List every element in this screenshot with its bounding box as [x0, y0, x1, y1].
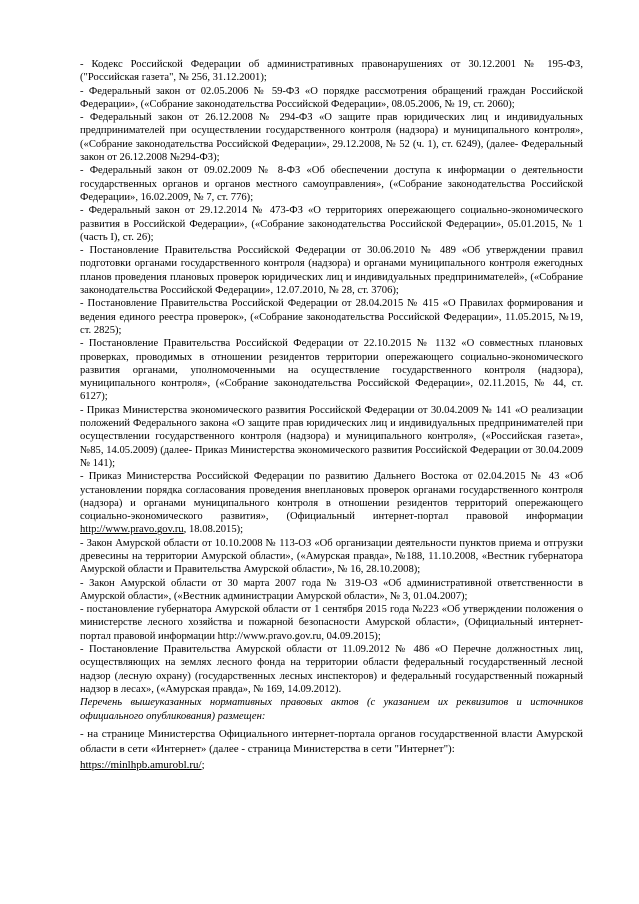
item-473-fz: - Федеральный закон от 29.12.2014 № 473-ФЗ «О территориях опережающего социально-экономического развития в Российской Федерации», («Собрание законодательства Российской Федерации», 05.01.2015, № 1 (часть I), ст. 26);	[80, 205, 583, 243]
pravo-gov-link[interactable]: http://www.pravo.gov.ru	[80, 524, 184, 536]
item-postanovlenie-223: - постановление губернатора Амурской области от 1 сентября 2015 года №223 «Об утверждении положения о министерстве лесного хозяйства и пожарной безопасности Амурской области», (Официальный интернет-портал правовой информации http://www.pravo.gov.ru, 04.09.2015);	[80, 604, 583, 642]
item-prikaz-43-text: - Приказ Министерства Российской Федерации по развитию Дальнего Востока от 02.04.2015 № 43 «Об установлении порядка согласования проведения внеплановых проверок органами государственного контроля (надзора) и органами муниципального контроля в отношении резидентов территорий опережающего социально-экономического развития», (Официальный интернет-портал правовой информации	[80, 471, 583, 523]
ministry-page-end: ;	[201, 758, 205, 771]
item-prikaz-43	[80, 470, 583, 536]
item-koap: - Кодекс Российской Федерации об административных правонарушениях от 30.12.2001 № 195-ФЗ, ("Российская газета", № 256, 31.12.2001);	[80, 59, 583, 84]
ministry-site-link[interactable]: https://minlhpb.amurobl.ru/	[80, 758, 202, 771]
item-59-fz: - Федеральный закон от 02.05.2006 № 59-ФЗ «О порядке рассмотрения обращений граждан Российской Федерации», («Собрание законодательства Российской Федерации», 08.05.2006, № 19, ст. 2060);	[80, 85, 583, 110]
ministry-page-text: - на странице Министерства Официального интернет-портала органов государственной власти Амурской области в сети «Интернет» (далее - страница Министерства в сети "Интернет"):	[80, 727, 583, 756]
item-zakon-319-oz: - Закон Амурской области от 30 марта 2007 года № 319-ОЗ «Об административной ответственности в Амурской области», («Вестник администрации Амурской области», № 3, 01.04.2007);	[80, 577, 583, 602]
item-postanovlenie-489: - Постановление Правительства Российской Федерации от 30.06.2010 № 489 «Об утверждении правил подготовки органами государственного контроля (надзора) и органами муниципального контроля ежегодных планов проведения плановых проверок юридических лиц и индивидуальных предпринимателей», («Собрание законодательства Российской Федерации», 12.07.2010, № 28, ст. 3706);	[80, 245, 583, 297]
ministry-page-paragraph	[80, 727, 583, 774]
perechen-intro: Перечень вышеуказанных нормативных правовых актов (с указанием их реквизитов и источников официального опубликования) размещен:	[80, 697, 583, 722]
item-postanovlenie-486: - Постановление Правительства Амурской области от 11.09.2012 № 486 «О Перечне должностных лиц, осуществляющих на землях лесного фонда на территории области федеральный государственный лесной надзор (лесную охрану) (государственных лесных инспекторов) и федеральный государственный пожарный надзор в лесах», («Амурская правда», № 169, 14.09.2012).	[80, 644, 583, 695]
item-postanovlenie-415: - Постановление Правительства Российской Федерации от 28.04.2015 № 415 «О Правилах формирования и ведения единого реестра проверок», («Собрание законодательства Российской Федерации», 11.05.2015, №19, ст. 2825);	[80, 298, 583, 336]
item-294-fz: - Федеральный закон от 26.12.2008 № 294-ФЗ «О защите прав юридических лиц и индивидуальных предпринимателей при осуществлении государственного контроля (надзора) и муниципального контроля», («Собрание законодательства Российской Федерации», 29.12.2008, № 52 (ч. 1), ст. 6249), (далее- Федеральный закон от 26.12.2008 №294-ФЗ);	[80, 112, 583, 164]
item-zakon-113-oz: - Закон Амурской области от 10.10.2008 № 113-ОЗ «Об организации деятельности пунктов приема и отгрузки древесины на территории Амурской области», («Амурская правда», №188, 11.10.2008, «Вестник губернатора Амурской области и Правительства Амурской области», № 16, 28.10.2008);	[80, 537, 583, 576]
item-prikaz-43-end: , 18.08.2015);	[183, 524, 244, 536]
item-prikaz-141: - Приказ Министерства экономического развития Российской Федерации от 30.04.2009 № 141 «О реализации положений Федерального закона «О защите прав юридических лиц и индивидуальных предпринимателей при осуществлении государственного контроля (надзора) и муниципального контроля», («Российская газета», №85, 14.05.2009) (далее- Приказ Министерства экономического развития Российской Федерации от 30.04.2009 № 141);	[80, 404, 583, 469]
document-page	[80, 58, 583, 773]
item-8-fz: - Федеральный закон от 09.02.2009 № 8-ФЗ «Об обеспечении доступа к информации о деятельности государственных органов и органов местного самоуправления», («Собрание законодательства Российской Федерации», 16.02.2009, № 7, ст. 776);	[80, 165, 583, 203]
item-postanovlenie-1132: - Постановление Правительства Российской Федерации от 22.10.2015 № 1132 «О совместных плановых проверках, проводимых в отношении резидентов территории опережающего социально-экономического развития органами, уполномоченными на осуществление государственного контроля (надзора), муниципального контроля», («Собрание законодательства Российской Федерации», 02.11.2015, № 44, ст. 6127);	[80, 338, 583, 403]
